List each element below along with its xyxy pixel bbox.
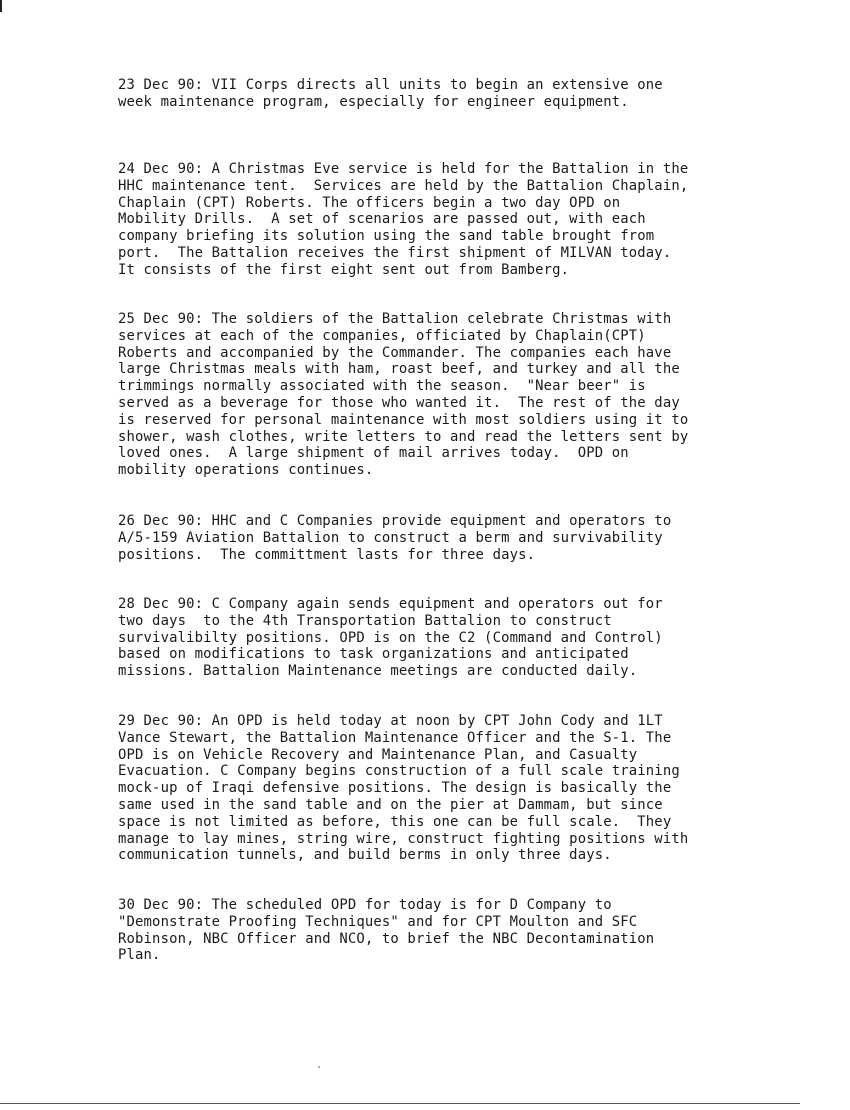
log-entry-28-dec: 28 Dec 90: C Company again sends equipment and operators out for two days to the 4th Transportation Battalion to construct survivalibilty positions. OPD is on the C2 (Command and Control) based on modifications to task organizations and anticipated missions. Battalion Maintenance meetings are conducted daily. — [118, 596, 663, 680]
bottom-scan-line — [0, 1103, 840, 1104]
bottom-scan-line-gap — [800, 1103, 840, 1104]
scan-edge-mark — [0, 0, 2, 12]
log-entry-25-dec: 25 Dec 90: The soldiers of the Battalion celebrate Christmas with services at each of the companies, officiated by Chaplain(CPT) Roberts and accompanied by the Commander. The companies each have large Christmas meals with ham, roast beef, and turkey and all the trimmings normally associated with the season. "Near beer" is served as a beverage for those who wanted it. The rest of the day is reserved for personal maintenance with most soldiers using it to shower, wash clothes, write letters to and read the letters sent by loved ones. A large shipment of mail arrives today. OPD on mobility operations continues. — [118, 311, 689, 479]
log-entry-26-dec: 26 Dec 90: HHC and C Companies provide equipment and operators to A/5-159 Aviation Battalion to construct a berm and survivability positions. The committment lasts for three days. — [118, 513, 672, 563]
log-entry-29-dec: 29 Dec 90: An OPD is held today at noon by CPT John Cody and 1LT Vance Stewart, the Battalion Maintenance Officer and the S-1. The OPD is on Vehicle Recovery and Maintenance Plan, and Casualty Evacuation. C Company begins construction of a full scale training mock-up of Iraqi defensive positions. The design is basically the same used in the sand table and on the pier at Dammam, but since space is not limited as before, this one can be full scale. They manage to lay mines, string wire, construct fighting positions with communication tunnels, and build berms in only three days. — [118, 713, 689, 864]
log-entry-24-dec: 24 Dec 90: A Christmas Eve service is held for the Battalion in the HHC maintenance tent. Services are held by the Battalion Chaplain, Chaplain (CPT) Roberts. The officers begin a two day OPD on Mobility Drills. A set of scenarios are passed out, with each company briefing its solution using the sand table brought from port. The Battalion receives the first shipment of MILVAN today. It consists of the first eight sent out from Bamberg. — [118, 161, 689, 278]
scan-speck — [318, 1066, 320, 1068]
log-entry-23-dec: 23 Dec 90: VII Corps directs all units to begin an extensive one week maintenance program, especially for engineer equipment. — [118, 77, 663, 110]
log-entry-30-dec: 30 Dec 90: The scheduled OPD for today is for D Company to "Demonstrate Proofing Techniques" and for CPT Moulton and SFC Robinson, NBC Officer and NCO, to brief the NBC Decontamination Plan. — [118, 897, 655, 964]
